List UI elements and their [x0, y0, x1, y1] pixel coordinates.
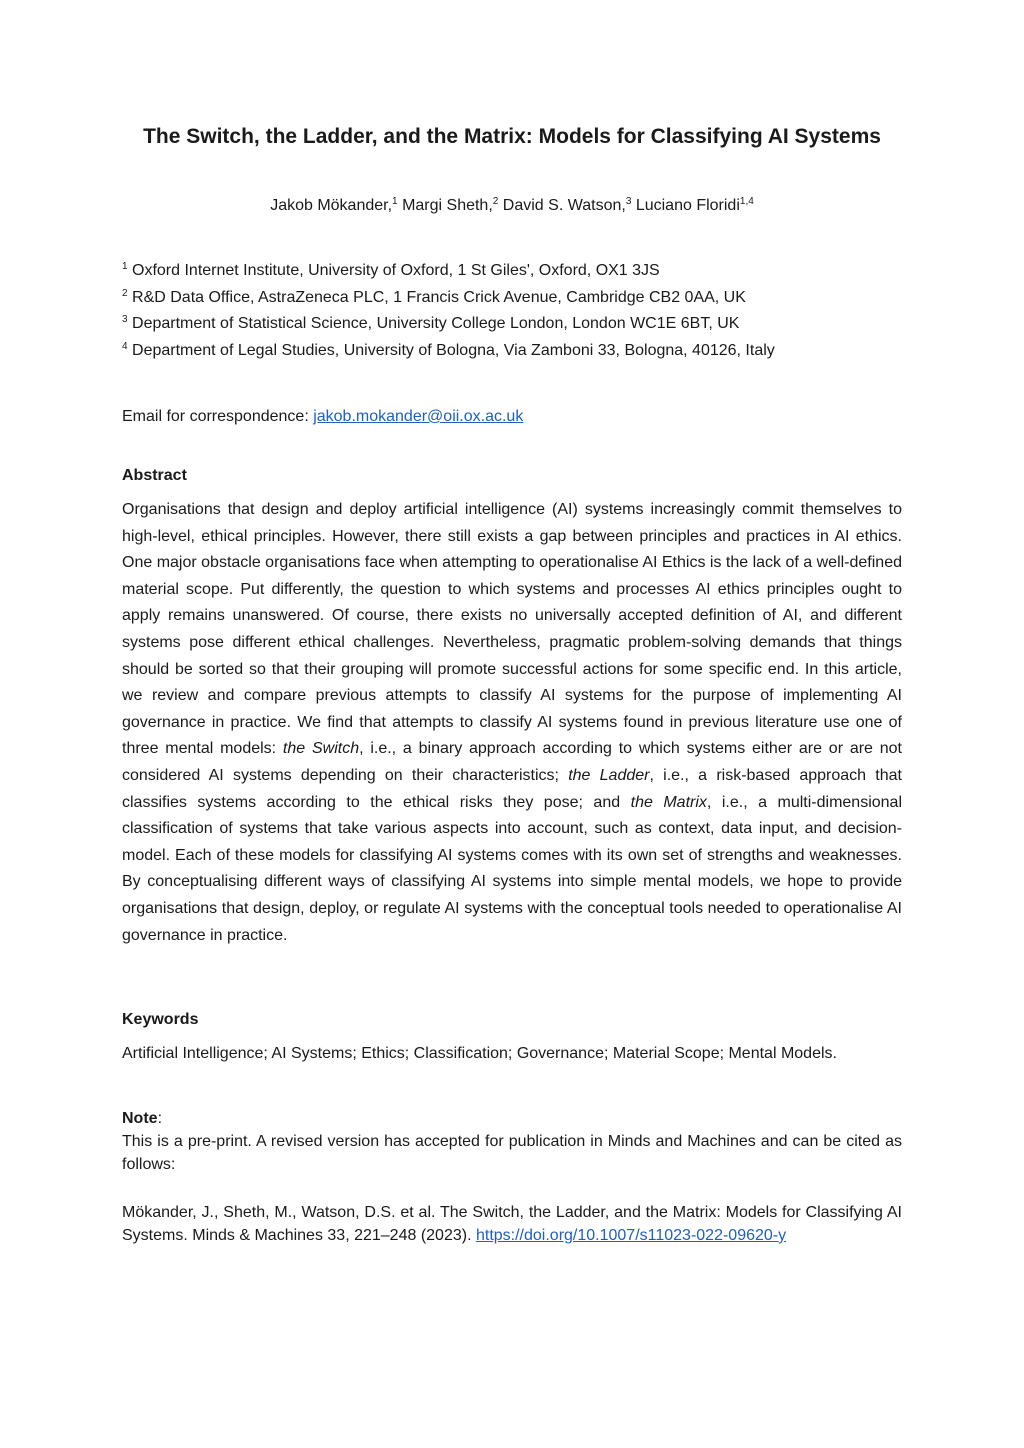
affiliation-item: [122, 258, 922, 285]
author-affiliation-mark: 1,4: [739, 196, 754, 207]
affiliation-item: [122, 338, 922, 365]
affiliation-text: R&D Data Office, AstraZeneca PLC, 1 Francis Crick Avenue, Cambridge CB2 0AA, UK: [132, 288, 746, 306]
abstract-emphasis: the Ladder: [568, 766, 650, 784]
author-affiliation-mark: 2: [492, 196, 499, 207]
abstract-text-segment: , i.e., a multi-dimensional classification of systems that take various aspects into account, such as context, data input, and decision-model. Each of these models for classifying AI systems comes with its own set of strengths and weaknesses. By conceptualising different ways of classifying AI systems into simple mental models, we hope to provide organisations that design, deploy, or regulate AI systems with the conceptual tools needed to operationalise AI governance in practice.: [122, 793, 903, 944]
note-colon: :: [157, 1110, 163, 1127]
abstract-text-segment: , i.e., a binary approach according to which systems either are or are not considered AI systems depending on their characteristics;: [122, 740, 902, 784]
abstract-text-segment: , i.e., a risk-based approach that classifies systems according to the ethical risks they pose; and: [122, 766, 902, 811]
affiliation-number: 1: [122, 261, 128, 272]
doi-link[interactable]: https://doi.org/10.1007/s11023-022-09620-y: [475, 1227, 787, 1244]
abstract-text-segment: Organisations that design and deploy artificial intelligence (AI) systems increasingly commit themselves to high-level, ethical principles. However, there still exists a gap between principles and practices in AI ethics. One major obstacle organisations face when attempting to operationalise AI Ethics is the lack of a well-defined material scope. Put differently, the question to which systems and processes AI ethics principles ought to apply remains unanswered. Of course, there exists no universally accepted definition of AI, and different systems pose different ethical challenges. Nevertheless, pragmatic problem-solving demands that things should be sorted so that their grouping will promote successful actions for some specific end. In this article, we review and compare previous attempts to classify AI systems for the purpose of implementing AI governance in practice. We find that attempts to classify AI systems found in previous literature use one of three mental models:: [122, 501, 902, 758]
affiliation-item: [122, 311, 922, 338]
author-list: [0, 192, 1024, 220]
abstract-emphasis: the Switch: [282, 740, 360, 758]
affiliation-item: [122, 285, 922, 312]
email-label: Email for correspondence:: [122, 408, 314, 425]
paper-title: The Switch, the Ladder, and the Matrix: Models for Classifying AI Systems: [143, 125, 881, 148]
keywords-heading: Keywords: [122, 1011, 199, 1028]
author-name: David S. Watson,: [502, 197, 626, 214]
note-title: [122, 1107, 902, 1130]
author-affiliation-mark: 3: [625, 196, 632, 207]
citation-text: Mökander, J., Sheth, M., Watson, D.S. et al. The Switch, the Ladder, and the Matrix: Models for Classifying AI Systems. Minds & Machines 33, 221–248 (2023).: [122, 1204, 902, 1244]
affiliation-text: Department of Legal Studies, University of Bologna, Via Zamboni 33, Bologna, 40126, Italy: [132, 341, 775, 359]
author-name: Jakob Mökander,: [270, 197, 393, 214]
affiliation-text: Department of Statistical Science, University College London, London WC1E 6BT, UK: [132, 315, 740, 333]
email-link[interactable]: jakob.mokander@oii.ox.ac.uk: [313, 408, 524, 425]
note-text: This is a pre-print. A revised version has accepted for publication in Minds and Machines and can be cited as follows:: [122, 1133, 902, 1173]
author-affiliation-mark: 1: [392, 196, 398, 207]
affiliation-list: [122, 258, 922, 364]
abstract-emphasis: the Matrix: [630, 793, 707, 811]
note-block: [122, 1107, 902, 1176]
citation: [122, 1201, 902, 1247]
affiliation-number: 3: [122, 314, 128, 326]
affiliation-number: 4: [122, 340, 128, 352]
note-label: Note: [122, 1110, 158, 1127]
keywords-list: Artificial Intelligence; AI Systems; Ethics; Classification; Governance; Material Scope; Mental Models.: [122, 1045, 837, 1062]
abstract-heading: Abstract: [122, 467, 187, 484]
author-name: Luciano Floridi: [635, 197, 740, 214]
correspondence-line: [122, 404, 523, 430]
author-name: Margi Sheth,: [402, 197, 493, 214]
affiliation-number: 2: [122, 287, 128, 299]
affiliation-text: Oxford Internet Institute, University of Oxford, 1 St Giles', Oxford, OX1 3JS: [132, 262, 660, 279]
abstract-body: [122, 497, 902, 949]
